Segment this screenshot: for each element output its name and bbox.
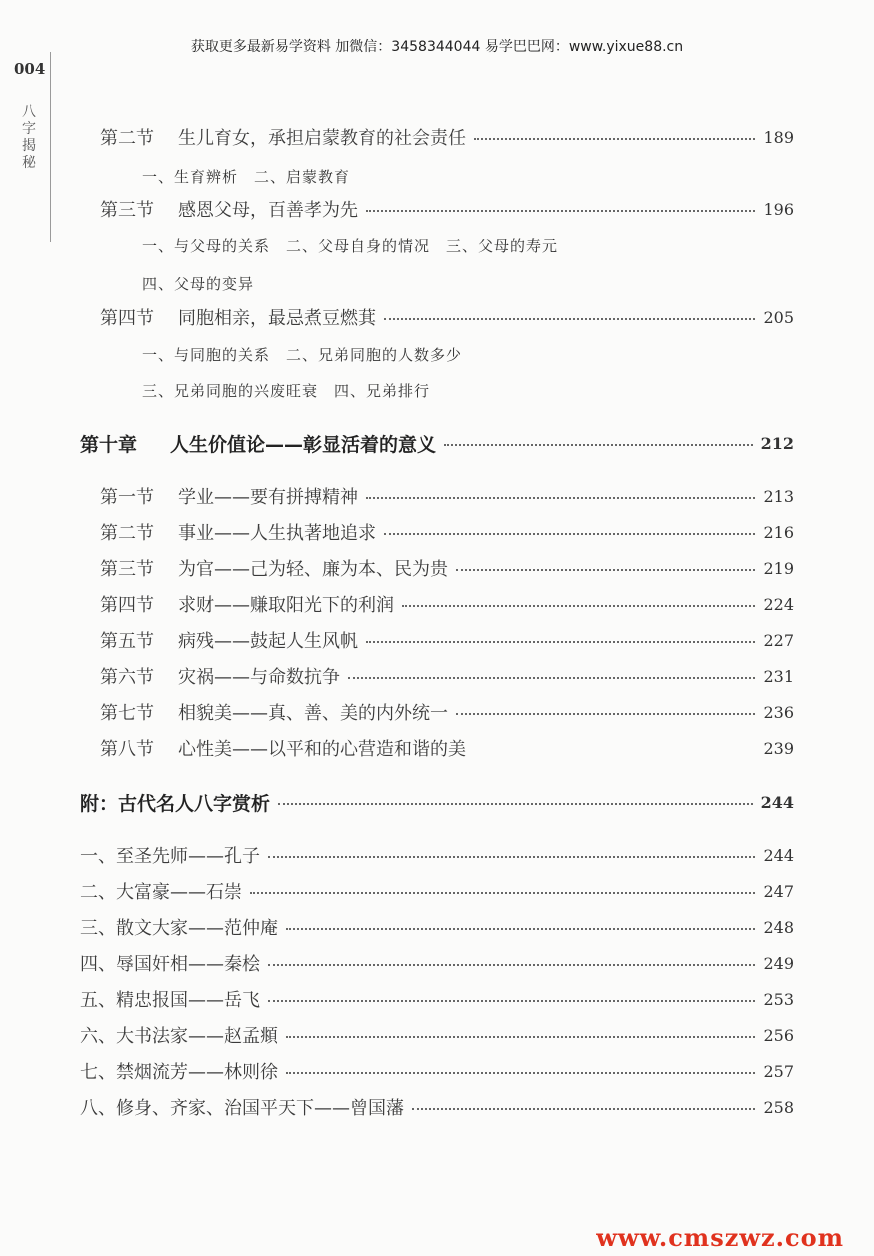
page-ref: 189 [763,127,794,147]
toc-entry[interactable] [100,625,794,655]
section-title: 为官——己为轻、廉为本、民为贵 [178,559,448,580]
book-title-char: 字 [22,121,36,137]
toc-entry[interactable] [100,481,794,511]
toc-entry[interactable] [80,912,794,942]
subtopic-text: 四、父母的变异 [142,274,255,293]
toc-subtopics [142,339,462,369]
section-number: 第六节 [100,667,154,688]
page-ref: 248 [763,917,794,937]
section-title: 病残——鼓起人生风帆 [178,631,358,652]
book-title-vertical [20,104,38,172]
page-ref: 231 [763,666,794,686]
toc-entry[interactable] [100,589,794,619]
section-number: 第二节 [100,523,154,544]
toc-subtopics [142,230,558,260]
appendix-item-title: 二、大富豪——石崇 [80,882,242,903]
section-number: 第二节 [100,128,154,149]
book-title-char: 秘 [22,155,36,171]
toc-entry[interactable] [100,517,794,547]
toc-entry[interactable] [80,1020,794,1050]
toc-entry[interactable] [100,661,794,691]
section-number: 第七节 [100,703,154,724]
dot-leader [412,1108,755,1110]
section-title: 灾祸——与命数抗争 [178,667,340,688]
section-title: 求财——赚取阳光下的利润 [178,595,394,616]
book-title-char: 八 [22,104,36,120]
toc-entry[interactable] [100,122,794,152]
chapter-title: 人生价值论——彰显活着的意义 [170,433,437,456]
toc-entry[interactable] [80,948,794,978]
page-ref: 244 [763,845,794,865]
subtopic-text: 三、兄弟同胞的兴废旺衰 四、兄弟排行 [142,381,431,400]
toc-entry[interactable] [100,733,794,763]
page-ref: 224 [763,594,794,614]
dot-leader [384,533,755,535]
toc-appendix[interactable] [80,787,794,817]
chapter-number: 第十章 [80,433,138,456]
page-ref: 239 [763,738,794,758]
toc-entry[interactable] [100,697,794,727]
dot-leader [286,928,755,930]
page-ref: 244 [760,792,794,812]
appendix-item-title: 三、散文大家——范仲庵 [80,918,278,939]
page-ref: 247 [763,881,794,901]
section-title: 相貌美——真、善、美的内外统一 [178,703,448,724]
appendix-item-title: 七、禁烟流芳——林则徐 [80,1062,278,1083]
section-title: 同胞相亲，最忌煮豆燃萁 [178,308,376,329]
page-ref: 219 [763,558,794,578]
toc-subtopics [142,161,350,191]
page-ref: 257 [763,1061,794,1081]
page-ref: 227 [763,630,794,650]
subtopic-text: 一、生育辨析 二、启蒙教育 [142,167,351,186]
toc-subtopics [142,375,430,405]
section-number: 第四节 [100,595,154,616]
section-number: 第八节 [100,739,154,760]
dot-leader [250,892,755,894]
appendix-item-title: 一、至圣先师——孔子 [80,846,260,867]
page-ref: 253 [763,989,794,1009]
toc-entry[interactable] [80,876,794,906]
section-title: 感恩父母，百善孝为先 [178,200,358,221]
margin-rule [50,52,51,242]
page-header-note: 获取更多最新易学资料 加微信：3458344044 易学巴巴网：www.yixue88.cn [190,39,684,55]
page-ref: 216 [763,522,794,542]
dot-leader [286,1036,755,1038]
dot-leader [286,1072,755,1074]
footer-watermark: www.cmszwz.com [596,1223,844,1252]
page-ref: 258 [763,1097,794,1117]
toc-entry[interactable] [80,840,794,870]
toc-subtopics [142,268,254,298]
dot-leader [366,210,755,212]
page-ref: 205 [763,307,794,327]
section-title: 心性美——以平和的心营造和谐的美 [178,739,466,760]
section-number: 第三节 [100,200,154,221]
subtopic-text: 一、与父母的关系 二、父母自身的情况 三、父母的寿元 [142,236,559,255]
toc-chapter[interactable] [80,428,794,458]
dot-leader [268,964,755,966]
section-title: 生儿育女，承担启蒙教育的社会责任 [178,128,466,149]
section-number: 第三节 [100,559,154,580]
dot-leader [384,318,755,320]
dot-leader [268,856,755,858]
page-ref: 249 [763,953,794,973]
dot-leader [278,803,753,805]
page-ref: 196 [763,199,794,219]
book-title-char: 揭 [22,138,36,154]
dot-leader [402,605,755,607]
toc-entry[interactable] [100,553,794,583]
section-number: 第五节 [100,631,154,652]
toc-entry[interactable] [80,1056,794,1086]
page-ref: 256 [763,1025,794,1045]
dot-leader [444,444,753,446]
appendix-title: 附：古代名人八字赏析 [80,792,271,815]
appendix-item-title: 四、辱国奸相——秦桧 [80,954,260,975]
dot-leader [348,677,755,679]
page-ref: 236 [763,702,794,722]
dot-leader [456,569,755,571]
dot-leader [474,138,755,140]
subtopic-text: 一、与同胞的关系 二、兄弟同胞的人数多少 [142,345,463,364]
section-title: 学业——要有拼搏精神 [178,487,358,508]
toc-entry[interactable] [80,1092,794,1122]
dot-leader [366,497,755,499]
toc-entry[interactable] [100,302,794,332]
dot-leader [366,641,755,643]
dot-leader [456,713,755,715]
toc-entry[interactable] [100,194,794,224]
section-number: 第一节 [100,487,154,508]
page-number: 004 [14,60,46,78]
page-ref: 212 [760,433,794,453]
appendix-item-title: 六、大书法家——赵孟頫 [80,1026,278,1047]
page-ref: 213 [763,486,794,506]
appendix-item-title: 五、精忠报国——岳飞 [80,990,260,1011]
section-number: 第四节 [100,308,154,329]
section-title: 事业——人生执著地追求 [178,523,376,544]
toc-entry[interactable] [80,984,794,1014]
dot-leader [268,1000,755,1002]
appendix-item-title: 八、修身、齐家、治国平天下——曾国藩 [80,1098,404,1119]
